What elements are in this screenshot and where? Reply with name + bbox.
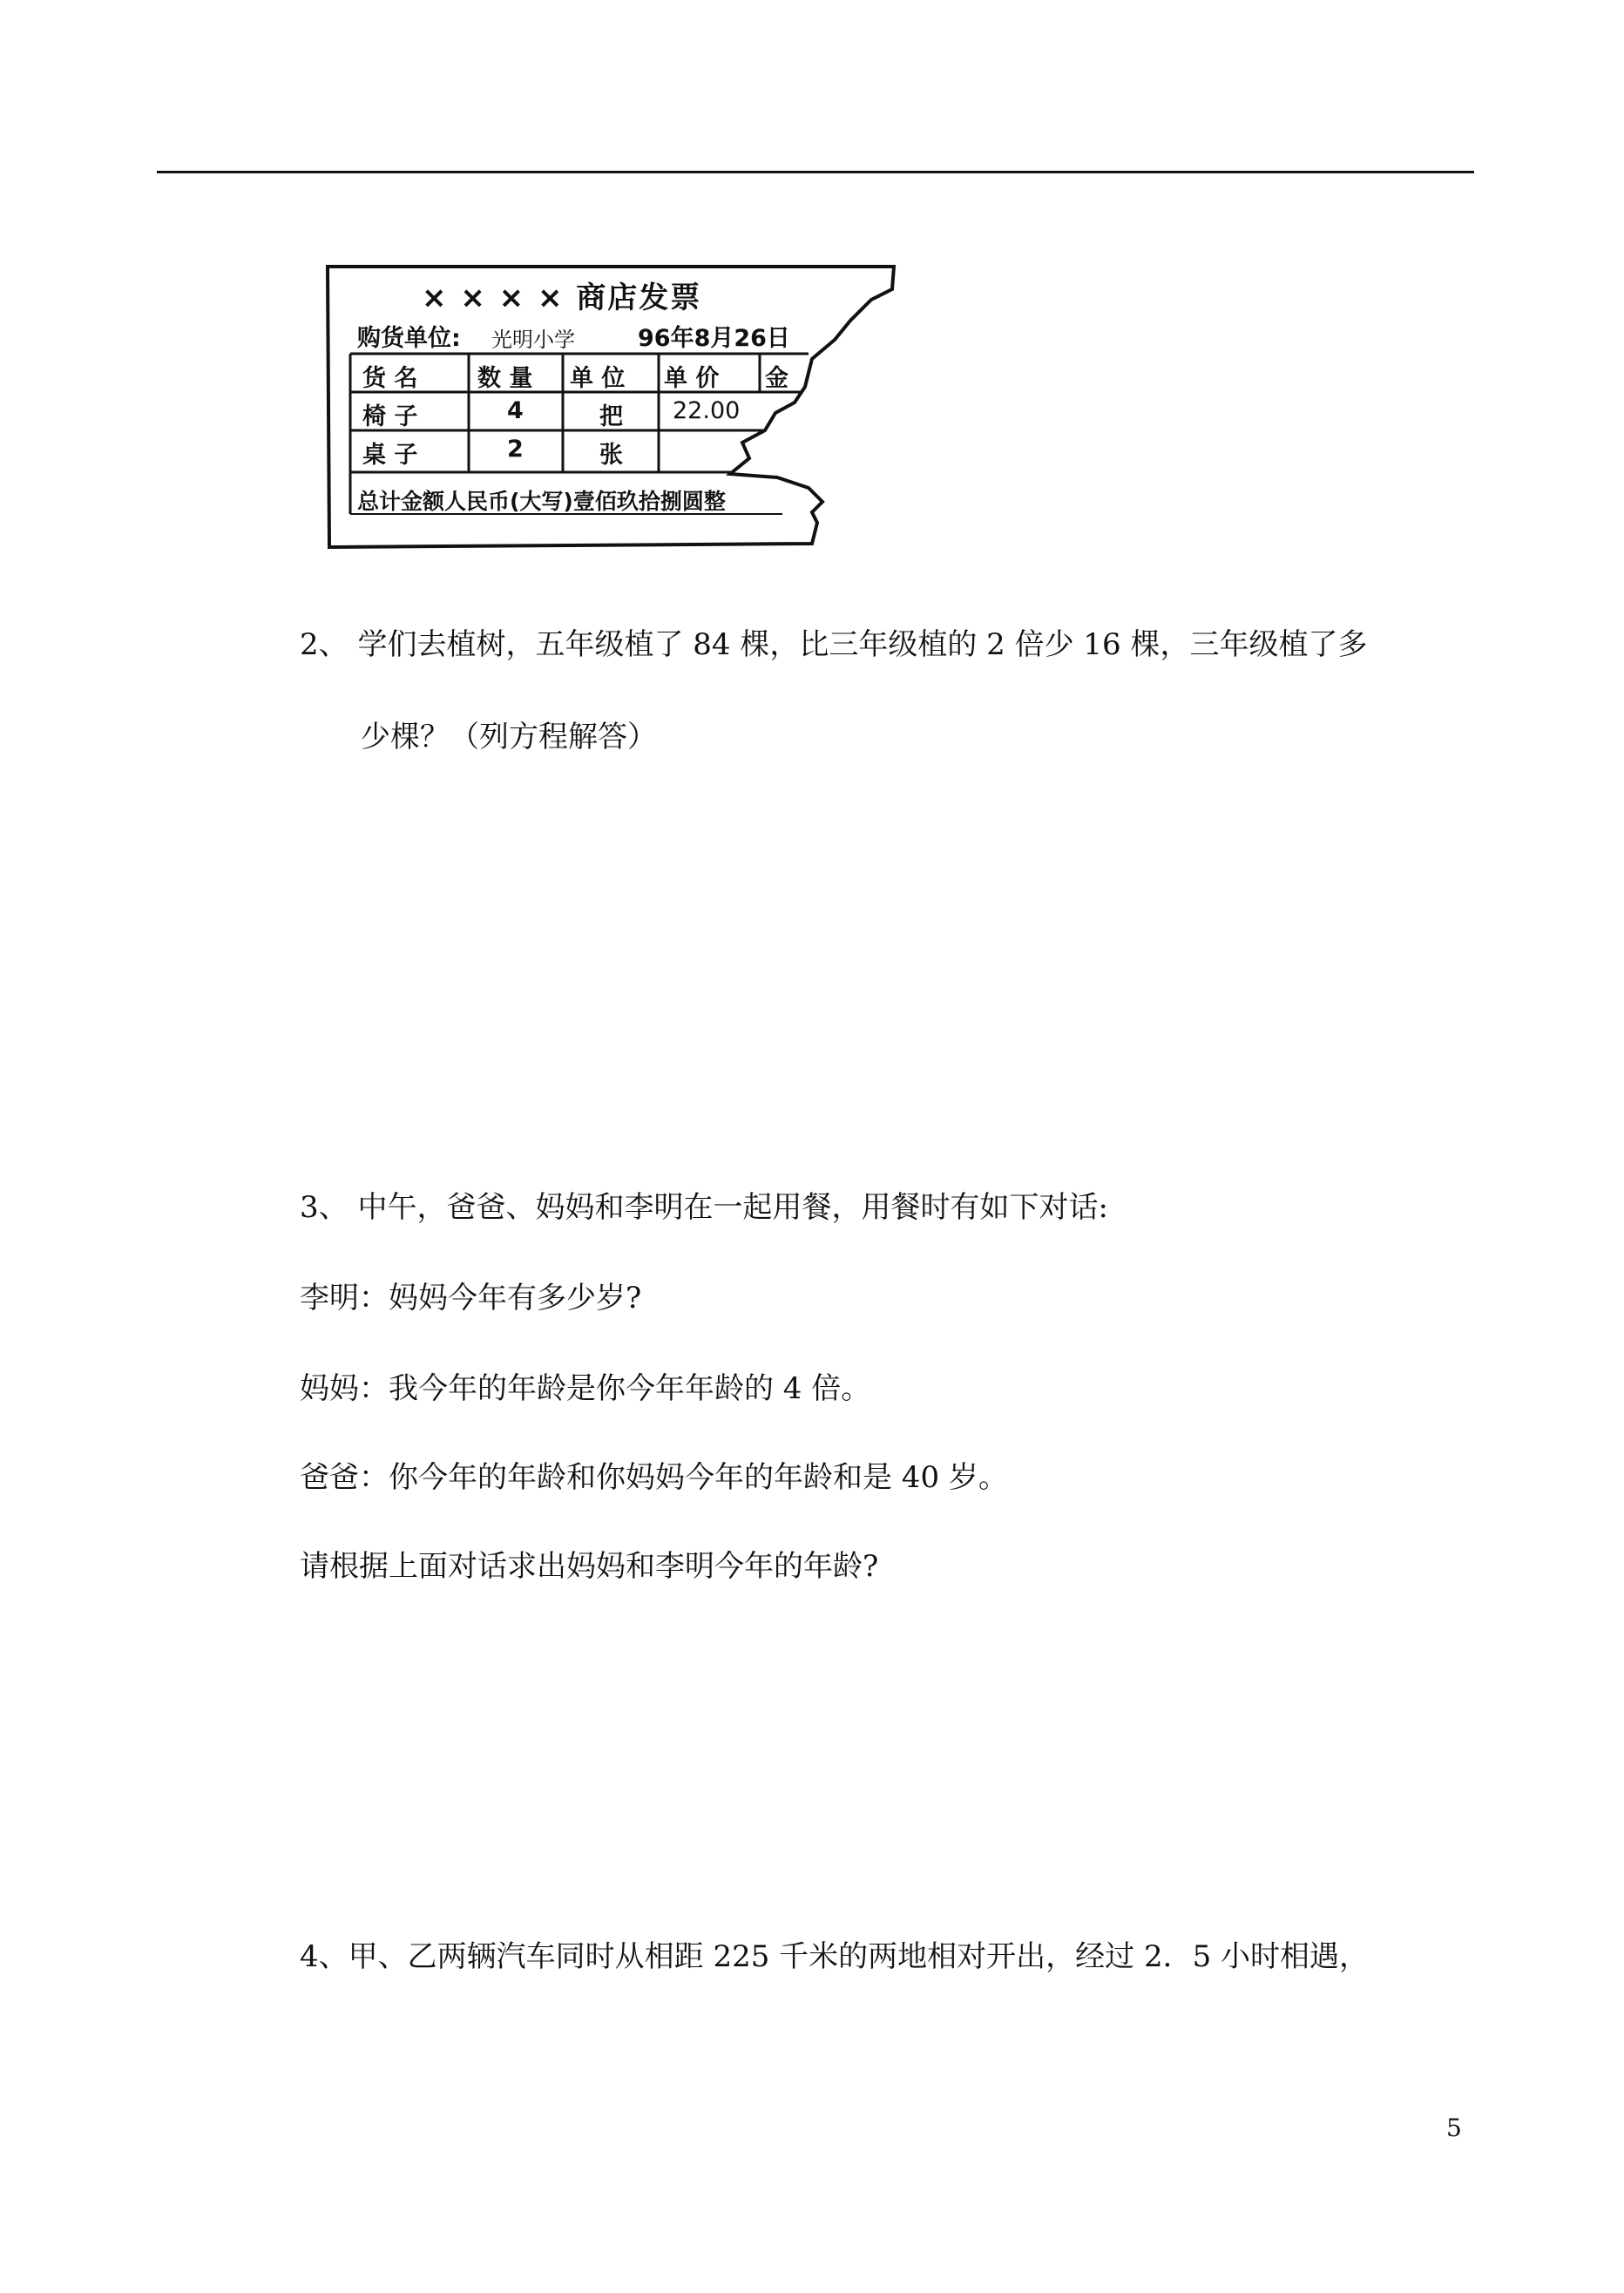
question-2-line-1: 2、 学们去植树，五年级植了 84 棵，比三年级植的 2 倍少 16 棵，三年级植了多 xyxy=(300,627,1368,662)
invoice-row2-quantity: 2 xyxy=(507,436,524,463)
invoice-header-quantity: 数 量 xyxy=(477,365,533,392)
question-4-line-1: 4、甲、乙两辆汽车同时从相距 225 千米的两地相对开出，经过 2．5 小时相遇， xyxy=(300,1939,1370,1974)
invoice-image xyxy=(324,265,899,549)
invoice-row1-price: 22.00 xyxy=(673,397,741,424)
invoice-row1-item: 椅 子 xyxy=(362,403,418,430)
header-rule xyxy=(157,171,1474,173)
invoice-header-item: 货 名 xyxy=(362,365,418,392)
invoice-title: × × × × 商店发票 xyxy=(422,281,702,315)
invoice-row2-item: 桌 子 xyxy=(362,442,418,469)
invoice-row1-quantity: 4 xyxy=(507,397,524,424)
question-3-ask: 请根据上面对话求出妈妈和李明今年的年龄? xyxy=(300,1549,879,1584)
invoice-date: 96年8月26日 xyxy=(638,325,790,352)
invoice-buyer-label: 购货单位: xyxy=(357,325,461,352)
invoice-header-unit: 单 位 xyxy=(570,365,626,392)
invoice-row2-unit: 张 xyxy=(599,442,623,469)
page-number: 5 xyxy=(1446,2114,1462,2142)
question-3-intro: 3、 中午，爸爸、妈妈和李明在一起用餐，用餐时有如下对话: xyxy=(300,1190,1108,1225)
question-3-dialog-mom: 妈妈：我今年的年龄是你今年年龄的 4 倍。 xyxy=(300,1371,871,1406)
question-3-dialog-li-ming: 李明：妈妈今年有多少岁? xyxy=(300,1281,642,1316)
invoice-row1-unit: 把 xyxy=(599,403,623,430)
question-3-dialog-dad: 爸爸：你今年的年龄和你妈妈今年的年龄和是 40 岁。 xyxy=(300,1460,1008,1495)
invoice-header-amount: 金 xyxy=(765,365,788,392)
invoice-buyer: 光明小学 xyxy=(491,328,575,352)
invoice-total: 总计金额人民币(大写)壹佰玖拾捌圆整 xyxy=(357,489,726,514)
question-2-line-2: 少棵？（列方程解答） xyxy=(361,720,657,754)
invoice-header-price: 单 价 xyxy=(664,365,720,392)
